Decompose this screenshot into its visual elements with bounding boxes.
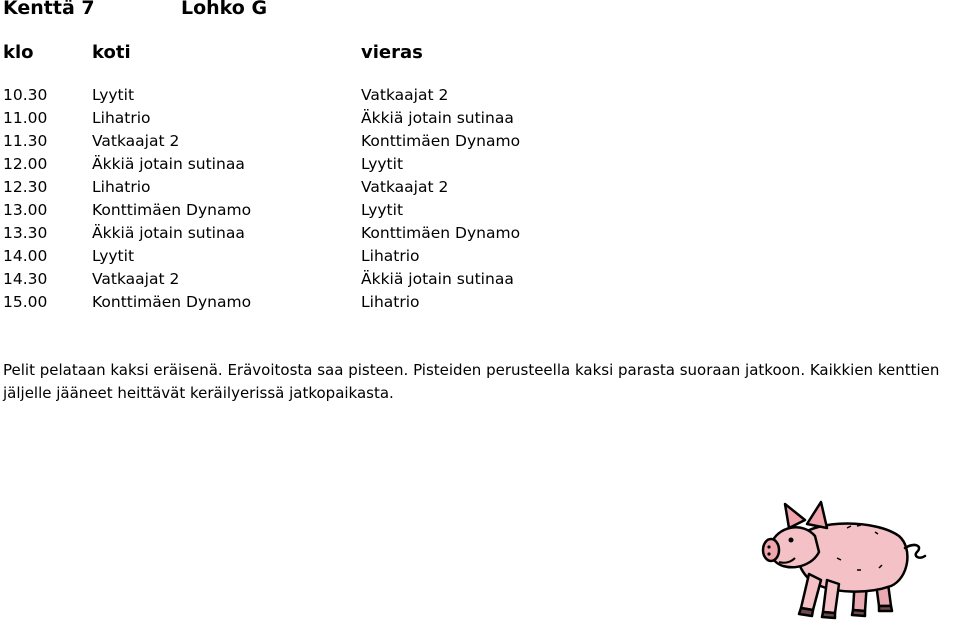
table-row: [3, 176, 520, 199]
match-home: Lyytit: [92, 86, 135, 104]
match-time: 10.30: [3, 86, 48, 104]
table-row: [3, 107, 520, 130]
match-home: Vatkaajat 2: [92, 132, 180, 150]
field-title: Kenttä 7: [3, 0, 95, 19]
match-away: Äkkiä jotain sutinaa: [361, 109, 514, 127]
match-time: 14.30: [3, 270, 48, 288]
header-away: vieras: [361, 42, 423, 63]
match-time: 12.30: [3, 178, 48, 196]
match-home: Lyytit: [92, 247, 135, 265]
match-away: Lihatrio: [361, 293, 420, 311]
header-time: klo: [3, 42, 34, 63]
rules-line-2: jäljelle jääneet heittävät keräilyerissä jatkopaikasta.: [3, 384, 394, 402]
match-away: Konttimäen Dynamo: [361, 224, 521, 242]
match-time: 11.00: [3, 109, 48, 127]
match-home: Vatkaajat 2: [92, 270, 180, 288]
rules-note: [3, 359, 959, 405]
pig-icon: [757, 498, 927, 620]
match-away: Äkkiä jotain sutinaa: [361, 270, 514, 288]
match-away: Lihatrio: [361, 247, 420, 265]
table-row: [3, 84, 520, 107]
table-row: [3, 199, 520, 222]
match-away: Vatkaajat 2: [361, 178, 449, 196]
match-time: 13.00: [3, 201, 48, 219]
match-time: 12.00: [3, 155, 48, 173]
match-home: Äkkiä jotain sutinaa: [92, 155, 245, 173]
match-away: Lyytit: [361, 155, 404, 173]
table-row: [3, 153, 520, 176]
match-home: Konttimäen Dynamo: [92, 201, 252, 219]
table-row: [3, 222, 520, 245]
match-time: 15.00: [3, 293, 48, 311]
match-time: 13.30: [3, 224, 48, 242]
match-home: Äkkiä jotain sutinaa: [92, 224, 245, 242]
header-home: koti: [92, 42, 131, 63]
group-title: Lohko G: [181, 0, 268, 19]
match-schedule: [3, 84, 520, 314]
match-away: Konttimäen Dynamo: [361, 132, 521, 150]
match-time: 14.00: [3, 247, 48, 265]
match-away: Lyytit: [361, 201, 404, 219]
table-header: [3, 42, 423, 63]
page-title: [3, 0, 267, 19]
match-home: Lihatrio: [92, 178, 151, 196]
match-home: Konttimäen Dynamo: [92, 293, 252, 311]
match-time: 11.30: [3, 132, 48, 150]
table-row: [3, 268, 520, 291]
table-row: [3, 245, 520, 268]
rules-line-1: Pelit pelataan kaksi eräisenä. Erävoitosta saa pisteen. Pisteiden perusteella kaksi parasta suoraan jatkoon. Kaikkien kenttien: [3, 361, 940, 379]
table-row: [3, 130, 520, 153]
match-away: Vatkaajat 2: [361, 86, 449, 104]
match-home: Lihatrio: [92, 109, 151, 127]
table-row: [3, 291, 520, 314]
